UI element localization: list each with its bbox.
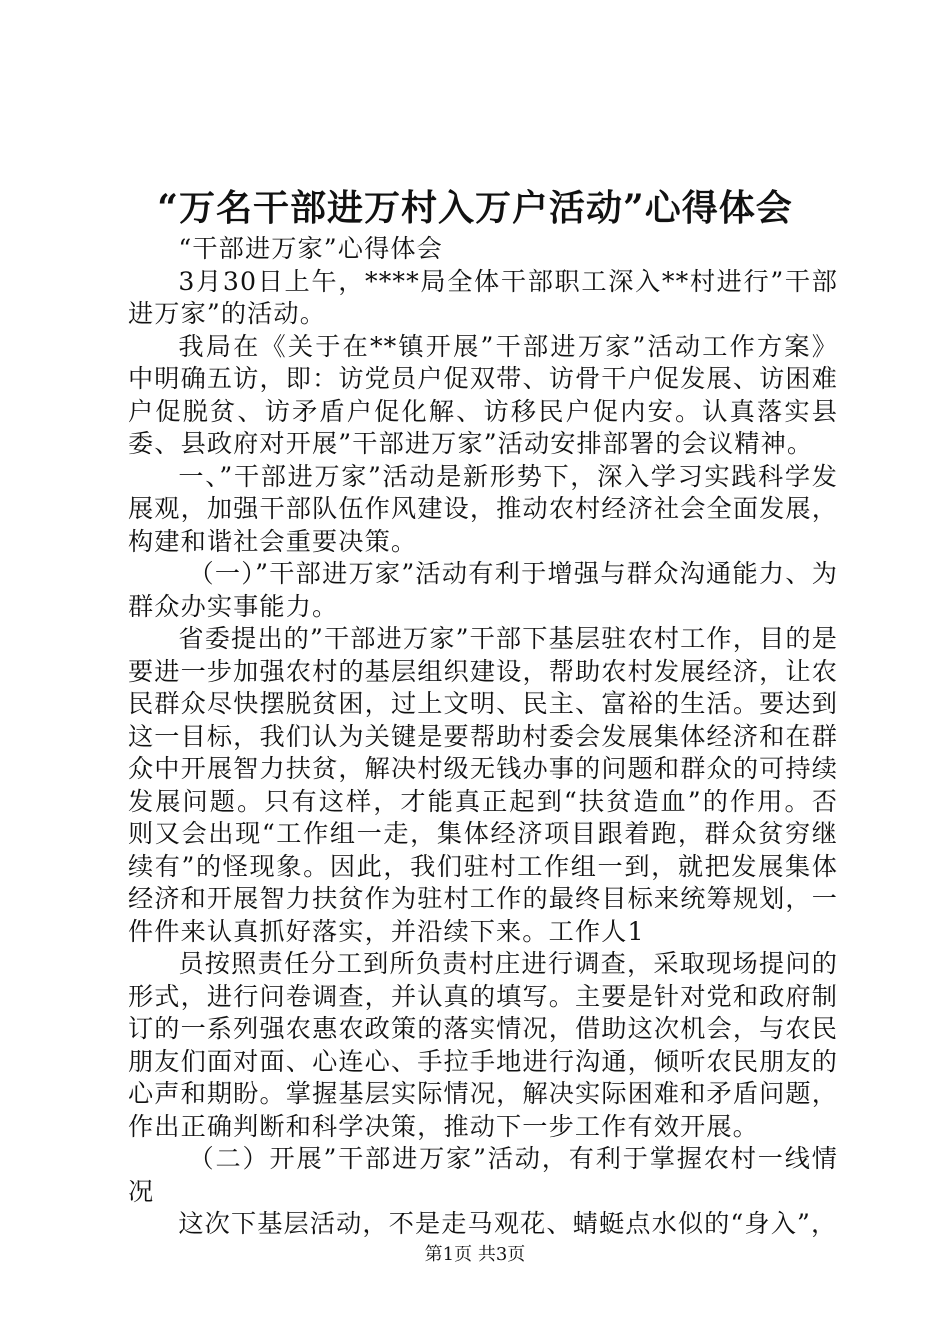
page-number-footer: 第1页 共3页 (424, 1244, 526, 1265)
body-paragraph: 这次下基层活动，不是走马观花、蜻蜓点水似的“身入”， (178, 1209, 838, 1238)
body-paragraph: 员按照责任分工到所负责村庄进行调查，采取现场提问的形式，进行问卷调查，并认真的填写。主要是针对党和政府制订的一系列强农惠农政策的落实情况，借助这次机会，与农民朋友们面对面、心连心、手拉手地进行沟通，倾听农民朋友的心声和期盼。掌握基层实际情况，解决实际困难和矛盾问题，作出正确判断和科学决策，推动下一步工作有效开展。 (128, 949, 838, 1141)
subsection-heading: （一）”干部进万家”活动有利于增强与群众沟通能力、为群众办实事能力。 (128, 559, 838, 621)
body-paragraph: 省委提出的”干部进万家”干部下基层驻农村工作，目的是要进一步加强农村的基层组织建设，帮助农村发展经济，让农民群众尽快摆脱贫困，过上文明、民主、富裕的生活。要达到这一目标，我们认为关键是要帮助村委会发展集体经济和在群众中开展智力扶贫，解决村级无钱办事的问题和群众的可持续发展问题。只有这样，才能真正起到“扶贫造血”的作用。否则又会出现“工作组一走，集体经济项目跟着跑，群众贫穷继续有”的怪现象。因此，我们驻村工作组一到，就把发展集体经济和开展智力扶贫作为驻村工作的最终目标来统筹规划，一件件来认真抓好落实，并沿续下来。工作人1 (128, 624, 838, 946)
document-body (128, 233, 838, 1241)
subsection-heading: （二）开展”干部进万家”活动，有利于掌握农村一线情况 (128, 1144, 838, 1206)
document-title: “万名干部进万村入万户活动”心得体会 (157, 187, 793, 229)
subtitle-paragraph: “干部进万家”心得体会 (178, 234, 443, 263)
section-heading: 一、”干部进万家”活动是新形势下，深入学习实践科学发展观，加强干部队伍作风建设，推动农村经济社会全面发展，构建和谐社会重要决策。 (128, 461, 838, 556)
body-paragraph: 3月30日上午，****局全体干部职工深入**村进行”干部进万家”的活动。 (128, 266, 838, 328)
body-paragraph: 我局在《关于在**镇开展”干部进万家”活动工作方案》中明确五访，即：访党员户促双带、访骨干户促发展、访困难户促脱贫、访矛盾户促化解、访移民户促内安。认真落实县委、县政府对开展”干部进万家”活动安排部署的会议精神。 (128, 331, 838, 458)
